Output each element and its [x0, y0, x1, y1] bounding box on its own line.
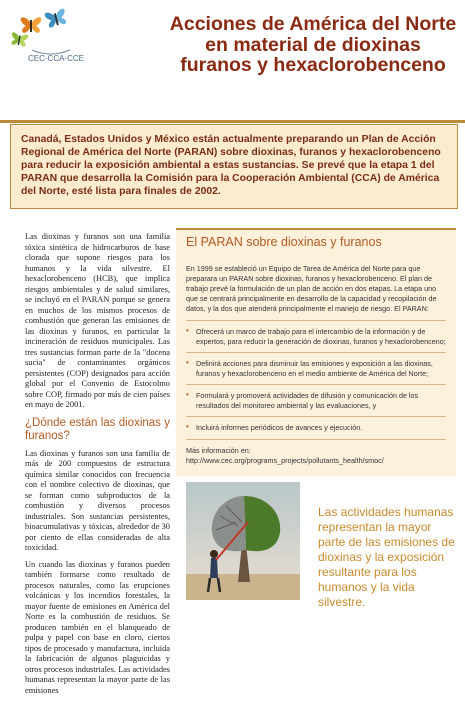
butterfly-icon	[10, 6, 130, 64]
list-item: • Formulará y promoverá actividades de difusión y comunicación de los resultados del monitoreo ambiental y las evaluaciones, y	[186, 384, 446, 416]
more-info-label: Más información en:	[186, 445, 251, 455]
box-heading: El PARAN sobre dioxinas y furanos	[186, 235, 382, 249]
paran-sidebar-box	[176, 228, 456, 476]
bullet-icon: •	[186, 326, 189, 335]
cec-logo	[10, 6, 130, 64]
more-info	[186, 446, 446, 466]
page-title: Acciones de América del Norte en material de dioxinas furanos y hexaclorobenceno	[169, 13, 457, 76]
section-heading: ¿Dónde están las dioxinas y furanos?	[25, 416, 170, 442]
list-item: • Definirá acciones para disminuir las emisiones y exposición a las dioxinas, furanos y hexaclorobenceno en el medio ambiente de América del Norte;	[186, 352, 446, 384]
list-item: • Incluirá informes periódicos de avances y ejecución.	[186, 416, 446, 440]
illustration-image	[186, 482, 300, 600]
bullet-icon: •	[186, 358, 189, 367]
tree-illustration-icon	[186, 482, 300, 600]
paragraph: Un cuando las dioxinas y furanos pueden también formarse como resultado de procesos naturales, como las erupciones volcánicas y los incendios forestales, la mayor fuente de emisiones en América del Norte es la combustión de residuos. Se producen también en el blanqueado de pulpa y papel con base en cloro, ciertos tipos de procesado y manufactura, incluida la fabricación de algunos plaguicidas y otros procesos industriales. Las actividades humanas representan la mayor parte de las emisiones	[25, 559, 170, 695]
bullet-icon: •	[186, 422, 189, 431]
svg-text:CEC·CCA·CCE: CEC·CCA·CCE	[28, 54, 84, 63]
pull-quote: Las actividades humanas representan la mayor parte de las emisiones de dioxinas y la exposición resultante para los humanos y la vida silvestre.	[318, 505, 455, 609]
header-rule	[0, 120, 465, 123]
list-item: • Ofrecerá un marco de trabajo para el intercambio de la información y de expertos, para reducir la generación de dioxinas, furanos y hexaclorobenceno;	[186, 320, 446, 352]
paragraph: Las dioxinas y furanos son una familia tóxica sintética de hidrocarburos de base clorada que supone riesgos para los humanos y la vida silvestre. El hexaclorobenceno (HCB), que implica riesgos ambientales y de salud similares, se incluyó en el PARAN porque se genera en muchos de los mismos procesos de combustión que generan las emisiones de las dioxinas y furanos, en particular la incineración de residuos municipales. Las tres sustancias forman parte de la "docena sucia" de contaminantes orgánicos persistentes (COP) designados para acción global por el Convenio de Estocolmo sobre COP, firmado por más de cien países en mayo de 2001.	[25, 232, 170, 409]
bullet-icon: •	[186, 390, 189, 399]
box-paragraph: En 1999 se estableció un Equipo de Tarea de América del Norte para que preparara un PARAN sobre dioxinas, furanos y hexaclorobenceno. El plan de trabajo prevé la formulación de un plan de acción en dos etapas. La etapa uno que se centrará principalmente en desarrollo de la capacidad y recopilación de datos, y la dos que atenderá principalmente el manejo de riesgo. El PARAN:	[186, 264, 437, 313]
left-column	[25, 232, 170, 702]
intro-summary: Canadá, Estados Unidos y México están actualmente preparando un Plan de Acción Regional de América del Norte (PARAN) sobre dioxinas, furanos y hexaclorobenceno para reducir la exposición ambiental a estas sustancias. Se prevé que la etapa 1 del PARAN que desarrolla la Comisión para la Cooperación Ambiental (CCA) de América del Norte, esté lista para finales de 2002.	[10, 124, 458, 209]
more-info-link[interactable]: http://www.cec.org/programs_projects/pollutants_health/smoc/	[186, 455, 384, 465]
box-list	[186, 320, 446, 440]
paragraph: Las dioxinas y furanos son una familia de más de 200 compuestos de estructura química similar conocidos con frecuencia con el nombre colectivo de dioxinas, que se forman como subproductos de la combustión y diversos procesos industriales. Son sustancias persistentes, bioacumulativas y tóxicas, alrededor de 30 por ciento de ellas consideradas de alta toxicidad.	[25, 448, 170, 552]
